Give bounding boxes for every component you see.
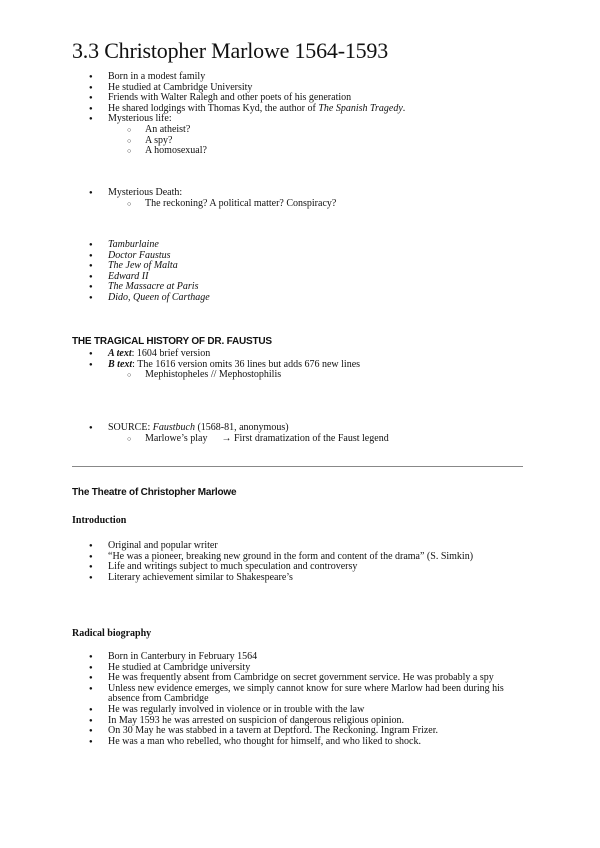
list-item: ● He studied at Cambridge university	[0, 663, 600, 674]
list-item: ● Life and writings subject to much speculation and controversy	[0, 562, 600, 573]
sub-list-item: ○ Mephistopheles // Mephostophilis	[0, 370, 600, 381]
sub-list-item: ○ Marlowe’s play → First dramatization of the Faust legend	[0, 434, 600, 445]
kyd-text: He shared lodgings with Thomas Kyd, the author of	[108, 102, 319, 114]
works-list	[0, 240, 600, 304]
kyd-suffix: .	[402, 102, 406, 114]
list-item: ● He was frequently absent from Cambridge on secret government service. He was probably a spy	[0, 673, 600, 684]
theatre-heading: The Theatre of Christopher Marlowe	[72, 487, 237, 498]
list-item: ● On 30 May he was stabbed in a tavern at Deptford. The Reckoning. Ingram Frizer.	[0, 726, 600, 737]
section-divider	[72, 466, 523, 467]
list-item: ● Literary achievement similar to Shakespeare’s	[0, 573, 600, 584]
faustus-versions-list	[0, 349, 600, 381]
introduction-heading: Introduction	[72, 515, 127, 526]
faustus-heading: THE TRAGICAL HISTORY OF DR. FAUSTUS	[72, 336, 272, 347]
spanish-tragedy-title: The Spanish Tragedy	[318, 102, 403, 114]
list-item: ● Unless new evidence emerges, we simply cannot know for sure where Marlow had been during his absence from Cambridge	[0, 684, 600, 705]
work-item: ● Tamburlaine	[0, 240, 600, 251]
sub-list-item: ○ A homosexual?	[0, 146, 600, 157]
work-item: ● The Jew of Malta	[0, 261, 600, 272]
list-item: ● He studied at Cambridge University	[0, 83, 600, 94]
faustbuch-title: Faustbuch	[152, 422, 195, 433]
list-item: ● In May 1593 he was arrested on suspicion of dangerous religious opinion.	[0, 716, 600, 727]
list-item: ● Born in a modest family	[0, 72, 600, 83]
introduction-list	[0, 541, 600, 583]
list-item: ● Original and popular writer	[0, 541, 600, 552]
work-item: ● The Massacre at Paris	[0, 282, 600, 293]
arrow-icon: →	[221, 432, 232, 444]
biography-detail-list	[0, 652, 600, 747]
radical-biography-heading: Radical biography	[72, 628, 152, 639]
list-item	[0, 104, 600, 115]
list-item: ● Mysterious Death:	[0, 188, 600, 199]
sub-list-item: ○ The reckoning? A political matter? Conspiracy?	[0, 199, 600, 210]
list-item: ● Born in Canterbury in February 1564	[0, 652, 600, 663]
list-item: ● Friends with Walter Ralegh and other poets of his generation	[0, 93, 600, 104]
work-item: ● Doctor Faustus	[0, 251, 600, 262]
list-item: ● Mysterious life:	[0, 114, 600, 125]
list-item: ● “He was a pioneer, breaking new ground in the form and content of the drama” (S. Simkin)	[0, 552, 600, 563]
list-item: ● B text: The 1616 version omits 36 lines but adds 676 new lines	[0, 360, 600, 371]
list-item: ● SOURCE: Faustbuch (1568-81, anonymous)	[0, 423, 600, 434]
sub-list-item: ○ A spy?	[0, 136, 600, 147]
biography-list	[0, 72, 600, 157]
list-item: ● He was a man who rebelled, who thought for himself, and who liked to shock.	[0, 737, 600, 748]
a-text-label: A text	[108, 348, 132, 359]
work-item: ● Dido, Queen of Carthage	[0, 293, 600, 304]
page-title: 3.3 Christopher Marlowe 1564-1593	[72, 38, 389, 63]
list-item: ● A text: 1604 brief version	[0, 349, 600, 360]
sub-list-item: ○ An atheist?	[0, 125, 600, 136]
list-item: ● He was regularly involved in violence or in trouble with the law	[0, 705, 600, 716]
death-list	[0, 188, 600, 209]
b-text-label: B text	[108, 358, 133, 370]
work-item: ● Edward II	[0, 272, 600, 283]
source-list	[0, 423, 600, 444]
